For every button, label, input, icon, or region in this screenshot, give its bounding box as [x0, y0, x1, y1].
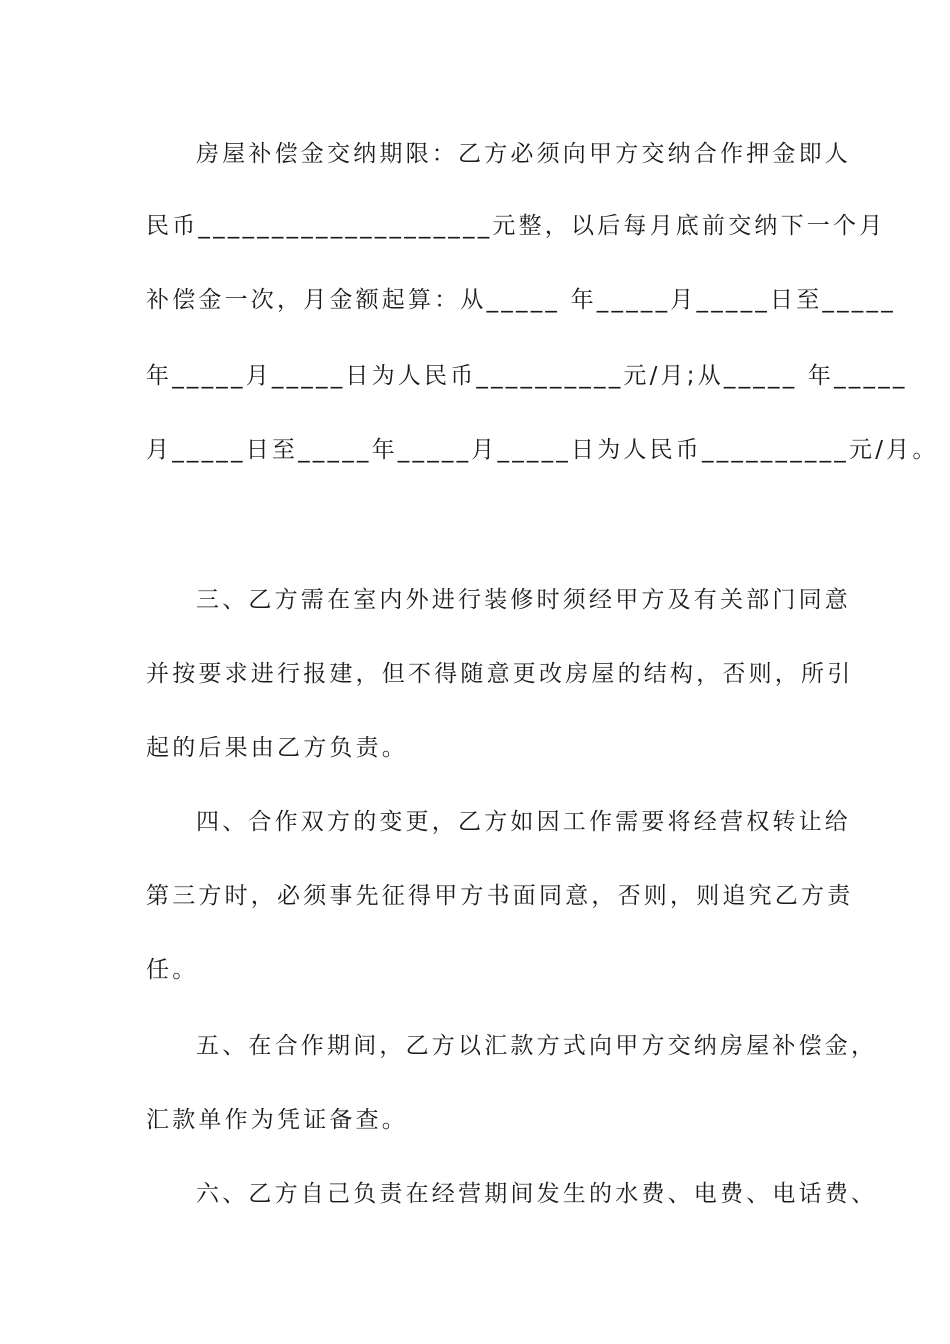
- text-line: 汇款单作为凭证备查。: [146, 1107, 408, 1133]
- text-line: 月_____日至_____年_____月_____日为人民币__________元/月。: [146, 437, 939, 463]
- text-line: 三、乙方需在室内外进行装修时须经甲方及有关部门同意: [196, 587, 851, 613]
- text-line: 年_____月_____日为人民币__________元/月;从_____ 年_____: [146, 363, 908, 389]
- text-line: 六、乙方自己负责在经营期间发生的水费、电费、电话费、: [196, 1181, 878, 1207]
- text-line: 补偿金一次，月金额起算：从_____ 年_____月_____日至_____: [146, 287, 896, 313]
- text-line: 房屋补偿金交纳期限：乙方必须向甲方交纳合作押金即人: [196, 141, 851, 167]
- text-line: 五、在合作期间，乙方以汇款方式向甲方交纳房屋补偿金，: [196, 1033, 878, 1059]
- text-line: 起的后果由乙方负责。: [146, 735, 408, 761]
- text-line: 四、合作双方的变更，乙方如因工作需要将经营权转让给: [196, 809, 851, 835]
- text-line: 并按要求进行报建，但不得随意更改房屋的结构，否则，所引: [146, 661, 854, 687]
- text-line: 民币____________________元整，以后每月底前交纳下一个月: [146, 213, 886, 239]
- text-line: 第三方时，必须事先征得甲方书面同意，否则，则追究乙方责: [146, 883, 854, 909]
- text-line: 任。: [146, 957, 199, 983]
